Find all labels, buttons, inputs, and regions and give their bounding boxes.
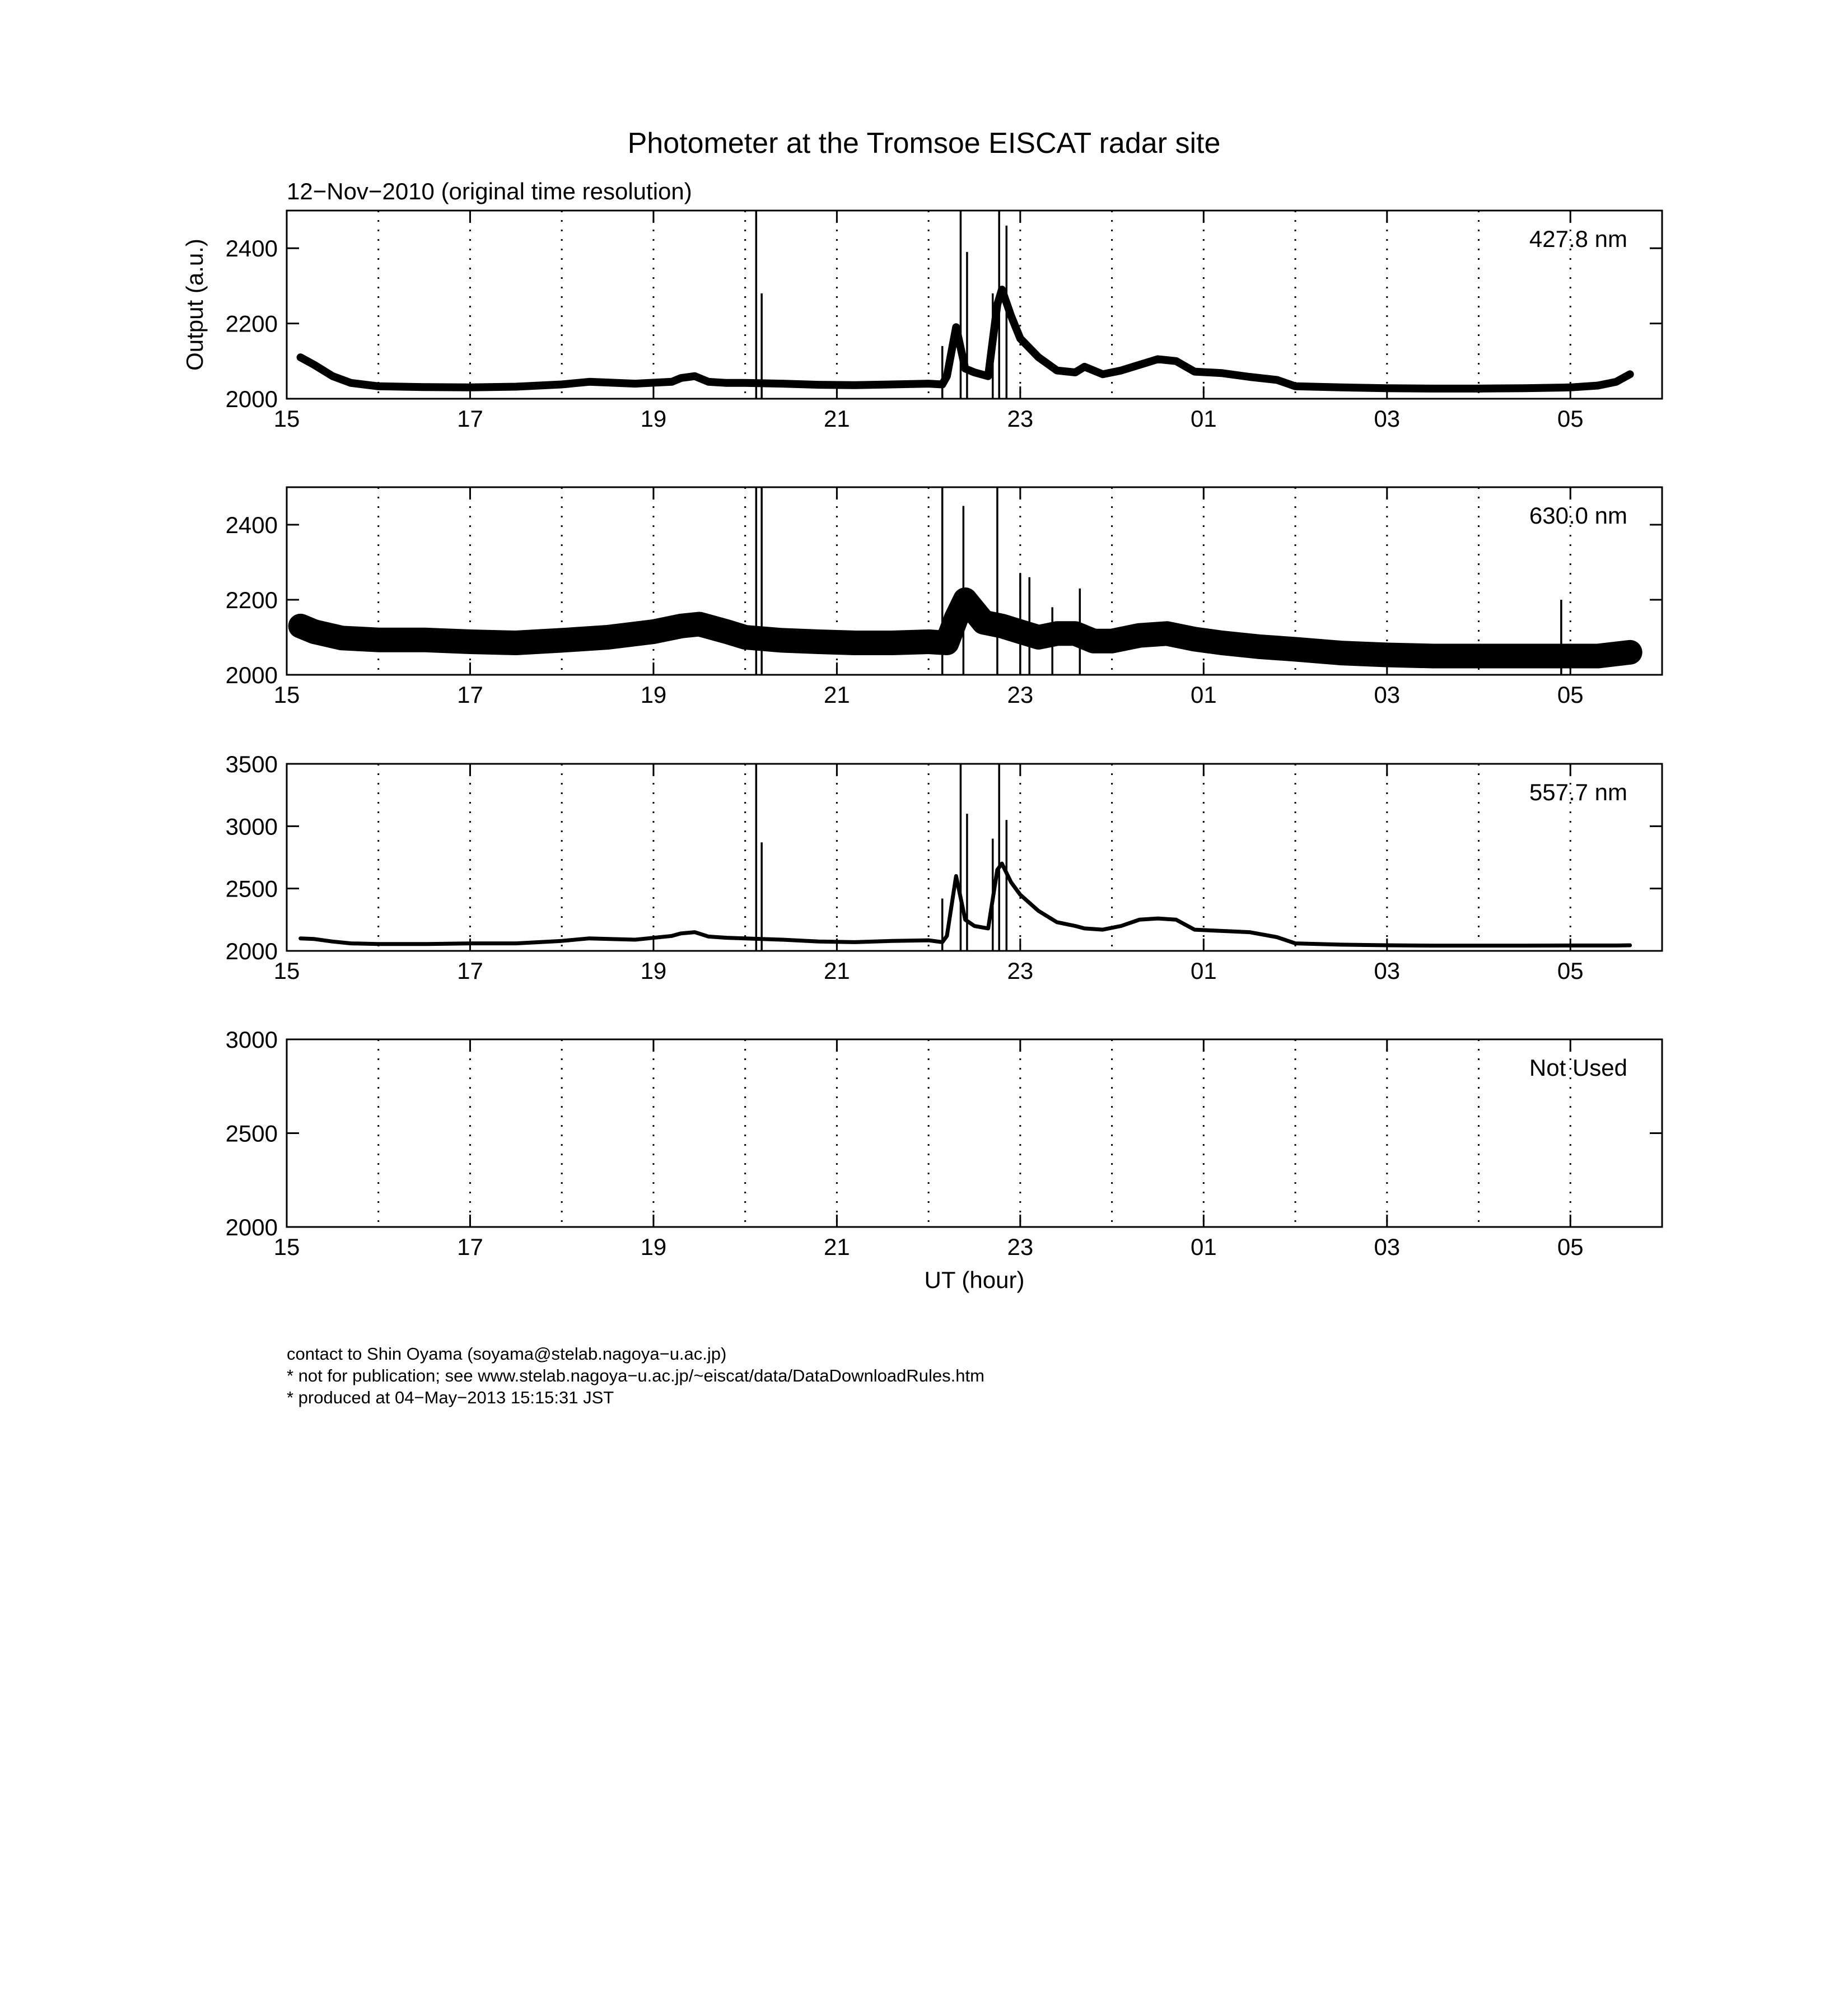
x-tick-label: 05	[1557, 405, 1584, 432]
x-tick-label: 17	[457, 1234, 483, 1260]
panel-1	[181, 211, 1662, 432]
series-band-1	[301, 864, 1630, 946]
y-tick-label: 3000	[225, 813, 278, 840]
y-tick-label: 3500	[225, 751, 278, 777]
x-tick-label: 17	[457, 405, 483, 432]
x-tick-label: 05	[1557, 682, 1584, 708]
series-band-1	[301, 600, 1630, 656]
x-axis-label: UT (hour)	[924, 1267, 1025, 1293]
footer-produced: * produced at 04−May−2013 15:15:31 JST	[287, 1388, 614, 1407]
x-tick-label: 19	[640, 682, 667, 708]
x-tick-label: 03	[1374, 958, 1401, 984]
x-tick-label: 21	[824, 682, 850, 708]
x-tick-label: 21	[824, 405, 850, 432]
y-tick-label: 2400	[225, 235, 278, 262]
footer-contact: contact to Shin Oyama (soyama@stelab.nagoya−u.ac.jp)	[287, 1344, 727, 1364]
x-tick-label: 05	[1557, 1234, 1584, 1260]
x-tick-label: 23	[1007, 1234, 1034, 1260]
x-tick-label: 05	[1557, 958, 1584, 984]
x-tick-label: 15	[273, 682, 300, 708]
series-band-1	[301, 290, 1630, 389]
y-tick-label: 2500	[225, 1120, 278, 1147]
x-tick-label: 15	[273, 405, 300, 432]
panel-label: 630.0 nm	[1529, 502, 1627, 529]
y-tick-label: 2200	[225, 310, 278, 337]
panel-3	[226, 751, 1662, 984]
panel-label: Not Used	[1529, 1054, 1627, 1081]
y-tick-label: 2200	[225, 587, 278, 613]
x-tick-label: 23	[1007, 682, 1034, 708]
y-tick-label: 2000	[225, 1214, 278, 1240]
y-tick-label: 2500	[225, 875, 278, 902]
x-tick-label: 17	[457, 958, 483, 984]
series-line-1	[301, 290, 1630, 389]
panel-2	[226, 487, 1662, 708]
panel-label: 557.7 nm	[1529, 779, 1627, 805]
x-tick-label: 03	[1374, 682, 1401, 708]
footer-notes	[287, 1343, 984, 1408]
x-tick-label: 01	[1190, 958, 1217, 984]
series-line-1	[301, 864, 1630, 946]
y-tick-label: 3000	[225, 1026, 278, 1053]
x-tick-label: 01	[1190, 405, 1217, 432]
x-tick-label: 03	[1374, 405, 1401, 432]
footer-rules: * not for publication; see www.stelab.nagoya−u.ac.jp/~eiscat/data/DataDownloadRules.htm	[287, 1366, 984, 1385]
figure-title: Photometer at the Tromsoe EISCAT radar site	[627, 127, 1221, 160]
panel-frame	[287, 1039, 1662, 1227]
x-tick-label: 03	[1374, 1234, 1401, 1260]
y-axis-label: Output (a.u.)	[181, 239, 208, 371]
panel-label: 427.8 nm	[1529, 226, 1627, 252]
y-tick-label: 2000	[225, 938, 278, 964]
x-tick-label: 21	[824, 958, 850, 984]
x-tick-label: 19	[640, 405, 667, 432]
x-tick-label: 15	[273, 958, 300, 984]
x-tick-label: 23	[1007, 405, 1034, 432]
x-tick-label: 15	[273, 1234, 300, 1260]
x-tick-label: 21	[824, 1234, 850, 1260]
x-tick-label: 19	[640, 1234, 667, 1260]
series-group	[301, 211, 1630, 399]
panel-frame	[287, 764, 1662, 951]
x-tick-label: 19	[640, 958, 667, 984]
x-tick-label: 01	[1190, 1234, 1217, 1260]
panel-4	[226, 1026, 1662, 1293]
series-group	[301, 764, 1630, 951]
y-tick-label: 2000	[225, 662, 278, 688]
figure-subtitle: 12−Nov−2010 (original time resolution)	[287, 178, 692, 204]
x-tick-label: 17	[457, 682, 483, 708]
y-tick-label: 2000	[225, 386, 278, 412]
series-group	[301, 487, 1630, 675]
x-tick-label: 01	[1190, 682, 1217, 708]
x-tick-label: 23	[1007, 958, 1034, 984]
y-tick-label: 2400	[225, 512, 278, 538]
